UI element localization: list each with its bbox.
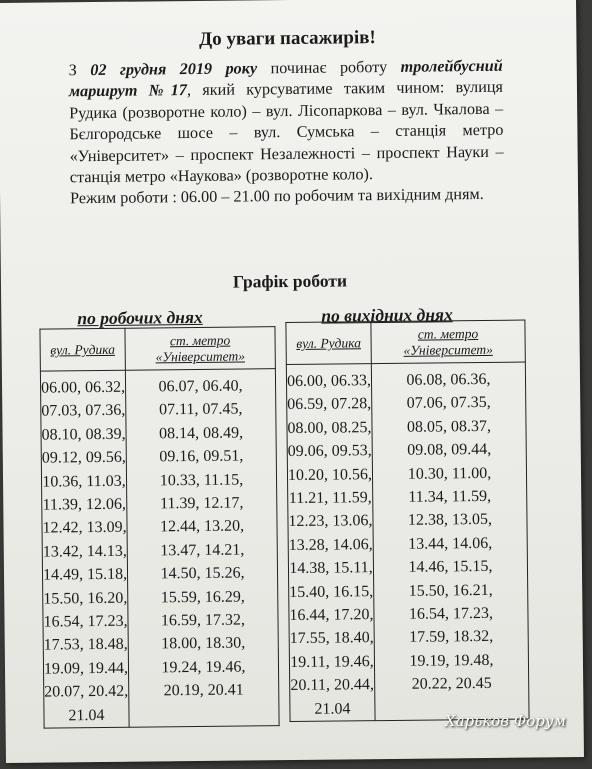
time-entry: 06.00, 06.33, <box>286 372 372 391</box>
time-entry: 20.07, 20.42, <box>44 683 129 701</box>
time-entry: 06.00, 06.32, <box>40 378 126 397</box>
time-entry: 20.11, 20.44, <box>290 676 374 695</box>
notice-title: До уваги пасажирів! <box>198 27 376 50</box>
time-entry: 12.42, 13.09, <box>42 519 127 538</box>
time-entry: 16.44, 17.20, <box>289 606 374 625</box>
time-entry: 07.06, 07.35, <box>406 394 491 413</box>
time-entry: 15.59, 16.29, <box>160 588 245 607</box>
times-column <box>40 370 129 728</box>
weekends-table <box>285 320 529 723</box>
time-entry: 09.12, 09.56, <box>41 448 126 467</box>
watermark: Харьков Форум <box>444 712 566 730</box>
time-entry: 08.14, 08.49, <box>158 424 244 443</box>
time-entry: 16.54, 17.23, <box>408 604 494 623</box>
weekdays-table <box>39 326 279 729</box>
time-entry: 14.38, 15.11, <box>289 559 373 578</box>
time-entry: 06.08, 06.36, <box>406 370 491 389</box>
time-entry: 12.44, 13.20, <box>159 517 245 536</box>
time-entry: 07.03, 07.36, <box>41 402 126 421</box>
time-entry: 17.53, 18.48, <box>43 636 128 655</box>
time-entry: 16.59, 17.32, <box>160 611 246 630</box>
time-entry: 20.19, 20.41 <box>163 681 244 700</box>
time-entry: 11.21, 11.59, <box>288 489 372 508</box>
time-entry: 19.19, 19.48, <box>409 651 494 670</box>
time-entry: 19.09, 19.44, <box>43 659 129 678</box>
notice-text: , який курсуватиме таким чином: вулиця Рудика (розворотне коло) – вул. Лісопаркова – вул. Чкалова – Бєлгородське шосе – вул. Сумська – станція метро «Університет» – проспект Незалежності – проспект Науки – станція метро «Наукова» (розворотне коло). <box>69 78 504 187</box>
time-entry: 06.07, 06.40, <box>158 377 243 396</box>
schedule-heading: Графік роботи <box>232 270 348 292</box>
notice-paragraph-1 <box>41 56 504 189</box>
table-row <box>40 369 279 729</box>
time-entry: 08.00, 08.25, <box>287 418 372 437</box>
notice-body <box>41 56 505 211</box>
time-entry: 18.00, 18.30, <box>161 634 246 653</box>
time-entry: 13.47, 14.21, <box>160 541 245 560</box>
times-column <box>125 369 279 728</box>
time-entry: 19.24, 19.46, <box>161 658 246 677</box>
time-entry: 21.04 <box>68 706 105 725</box>
time-entry: 20.22, 20.45 <box>411 675 492 694</box>
time-entry: 08.05, 08.37, <box>406 417 492 436</box>
column-header: ст. метро «Університет» <box>125 327 275 371</box>
time-entry: 14.50, 15.26, <box>160 564 245 583</box>
time-entry: 13.28, 14.06, <box>288 535 373 554</box>
time-entry: 14.46, 15.15, <box>408 558 493 577</box>
time-entry: 11.39, 12.17, <box>159 494 244 513</box>
time-entry: 19.11, 19.46, <box>290 653 374 671</box>
time-entry: 06.59, 07.28, <box>287 395 372 414</box>
time-entry: 10.30, 11.00, <box>407 464 492 483</box>
route-name: тролейбусний маршрут №17 <box>68 56 503 101</box>
weekends-caption: по вихідних днях <box>321 304 453 326</box>
time-entry: 13.42, 14.13, <box>42 542 127 561</box>
time-entry: 08.10, 08.39, <box>41 425 126 444</box>
time-entry: 12.23, 13.06, <box>288 512 373 531</box>
column-header: ст. метро «Університет» <box>371 320 525 364</box>
table-header-row <box>40 327 275 371</box>
time-entry: 07.11, 07.45, <box>159 400 243 419</box>
column-header: вул. Рудика <box>286 322 371 365</box>
notice-text: починає роботу <box>257 57 401 78</box>
time-entry: 10.20, 10.56, <box>287 465 373 484</box>
time-entry: 11.39, 12.06, <box>42 495 127 514</box>
time-entry: 12.38, 13.05, <box>407 511 493 530</box>
time-entry: 15.50, 16.20, <box>43 589 128 608</box>
weekdays-caption: по робочих днях <box>77 306 203 329</box>
notice-text: З <box>68 61 91 80</box>
time-entry: 14.49, 15.18, <box>42 565 128 584</box>
time-entry: 10.36, 11.03, <box>42 472 126 491</box>
table-header-row <box>286 320 525 365</box>
notice-paragraph-2: Режим роботи : 06.00 – 21.00 по робочим та вихідним дням. <box>69 185 484 208</box>
time-entry: 09.16, 09.51, <box>159 447 244 466</box>
time-entry: 09.06, 09.53, <box>287 442 372 461</box>
start-date: 02 грудня 2019 року <box>90 59 258 80</box>
time-entry: 13.44, 14.06, <box>408 534 493 553</box>
time-entry: 10.33, 11.15, <box>159 471 244 490</box>
time-entry: 15.40, 16.15, <box>289 582 374 601</box>
times-column <box>286 364 375 722</box>
time-entry: 11.34, 11.59, <box>408 487 492 506</box>
time-entry: 17.55, 18.40, <box>289 629 374 648</box>
table-row <box>286 362 529 722</box>
column-header: вул. Рудика <box>40 328 125 371</box>
time-entry: 16.54, 17.23, <box>43 612 128 631</box>
times-column <box>371 362 529 721</box>
time-entry: 21.04 <box>314 700 351 718</box>
time-entry: 15.50, 16.21, <box>408 581 493 600</box>
time-entry: 09.08, 09.44, <box>407 441 492 460</box>
time-entry: 17.59, 18.32, <box>409 628 494 647</box>
